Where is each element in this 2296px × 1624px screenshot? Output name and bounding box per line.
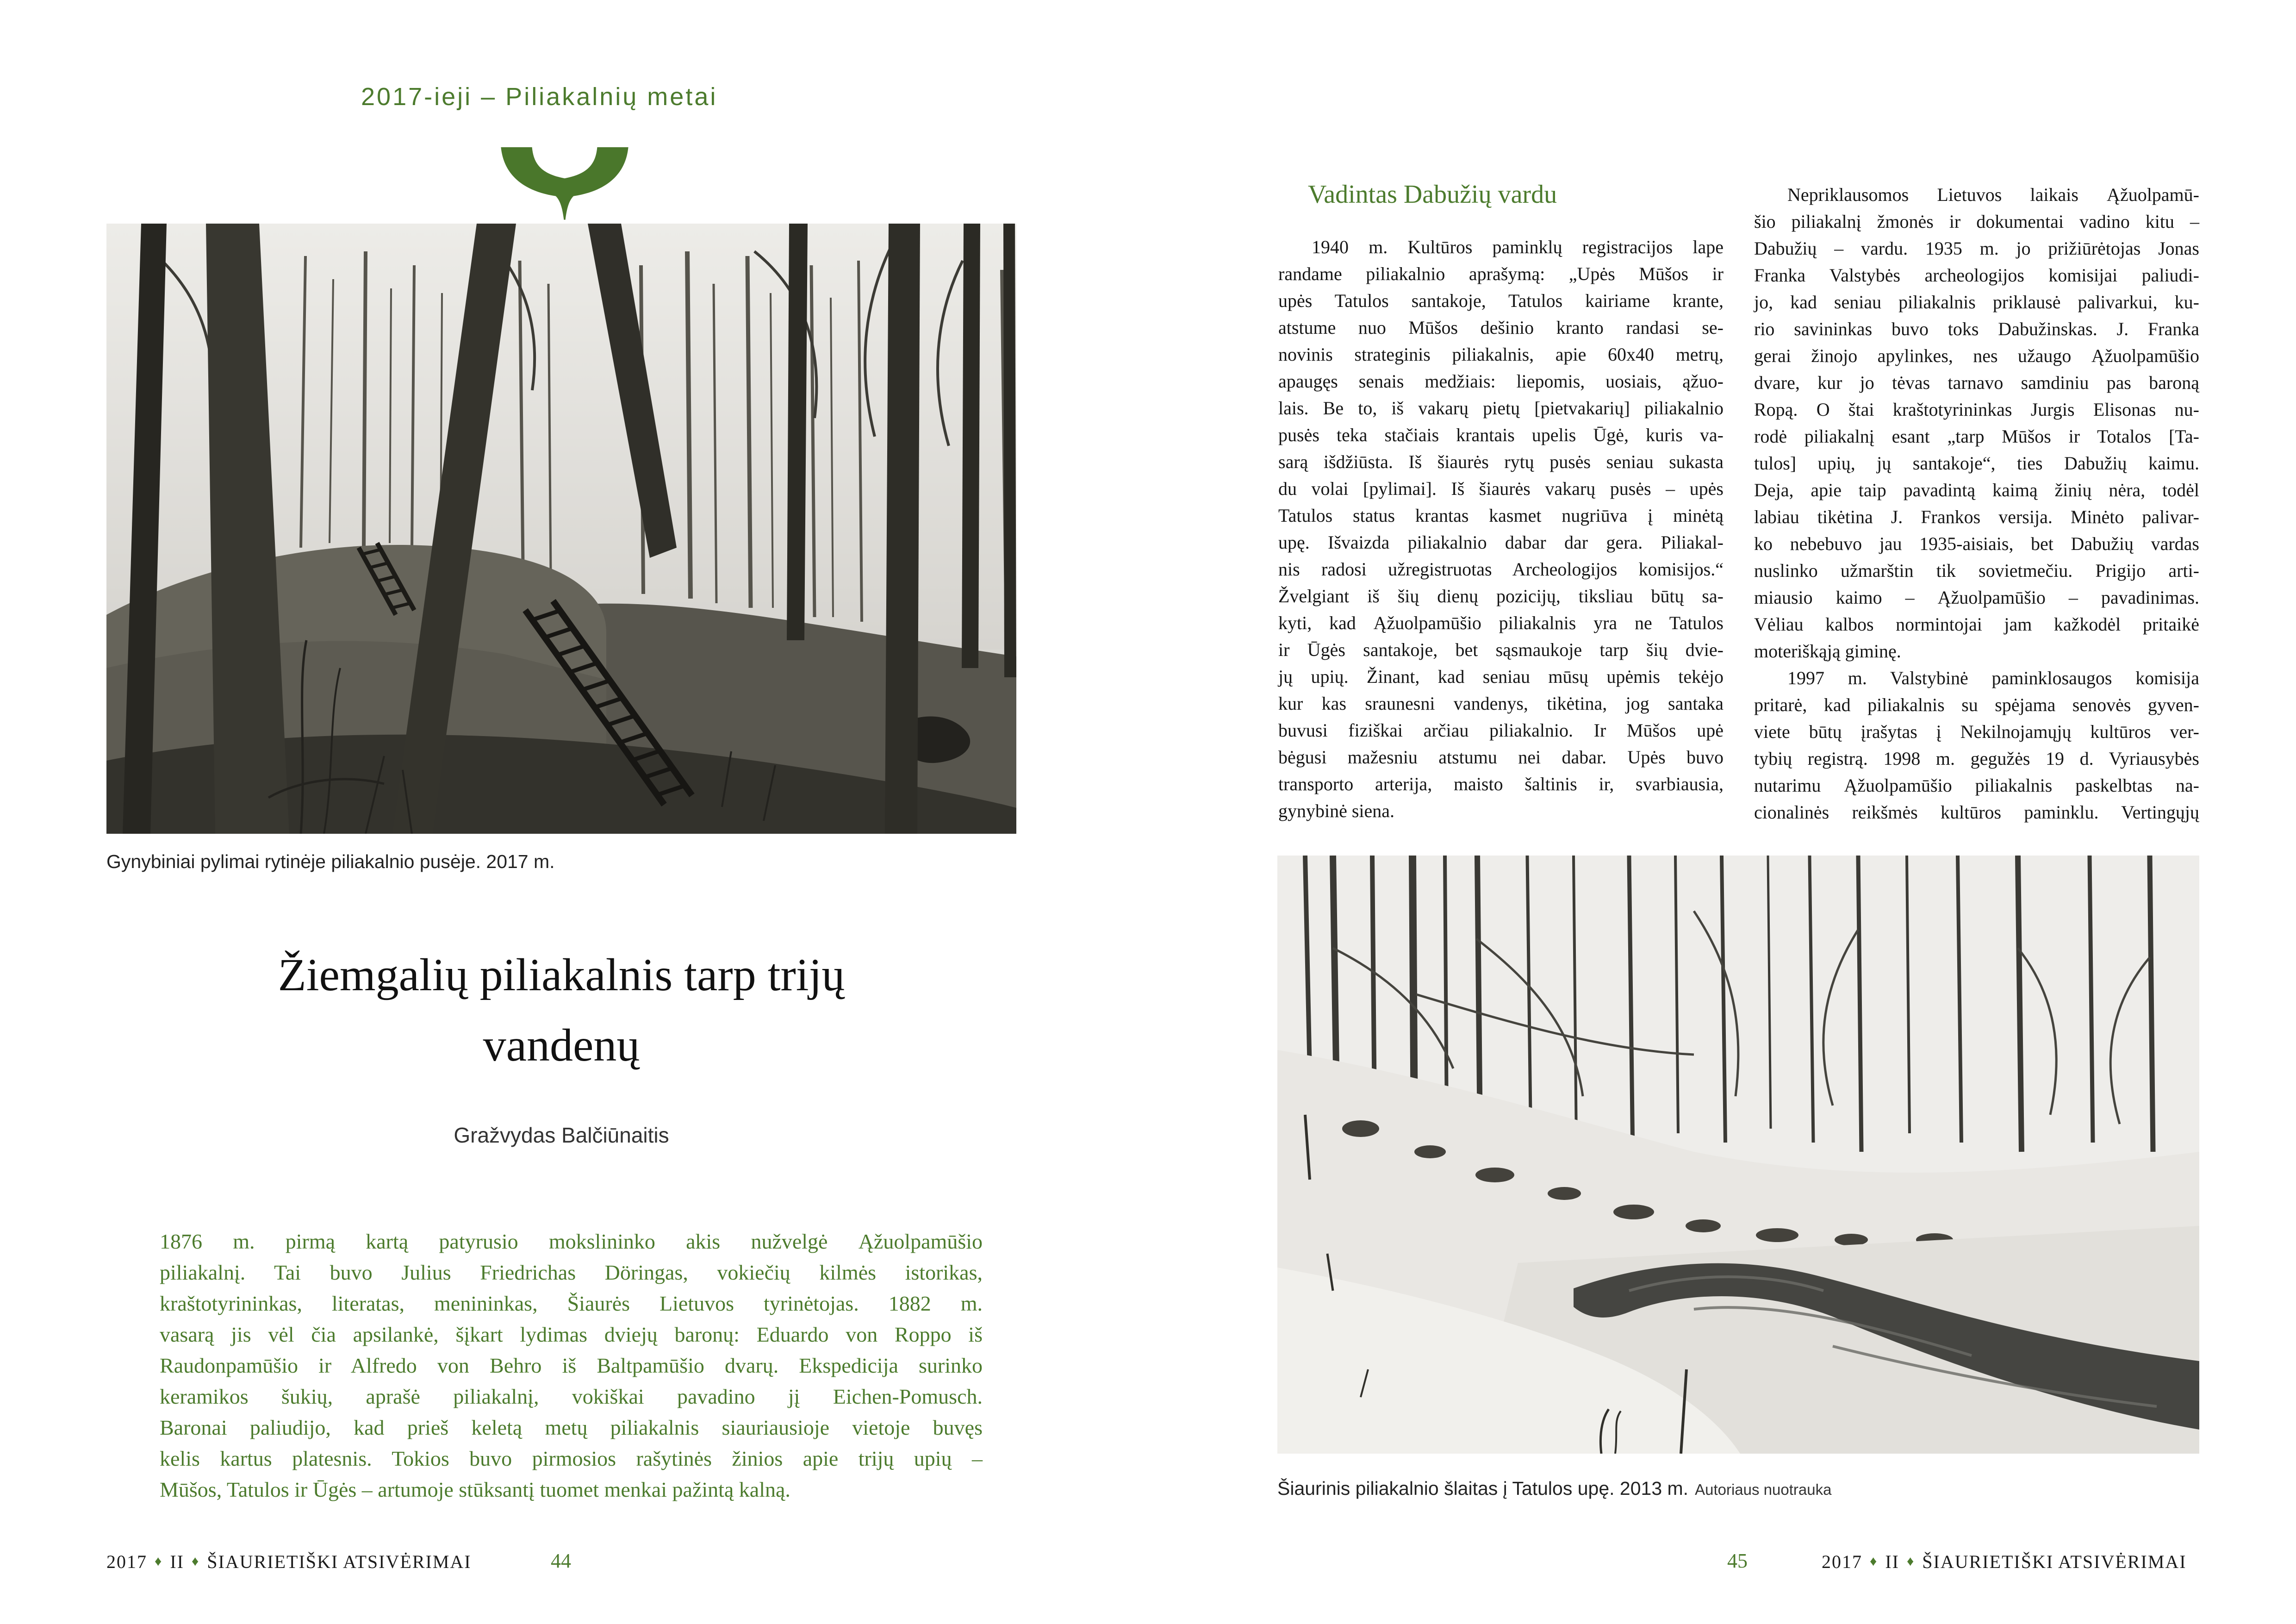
text-line: kraštotyrininkas, literatas, menininkas, Šiaurės Lietuvos tyrinėtojas. 1882 m. <box>160 1292 983 1315</box>
text-line: keramikos šukių, aprašė piliakalnį, vokiškai pavadino jį Eichen-Pomusch. <box>160 1385 983 1408</box>
text-line: sarą išdžiūsta. Iš šiaurės rytų pusės seniau sukasta <box>1278 451 1724 472</box>
article-title <box>106 940 1016 1081</box>
text-line: Franka Valstybės archeologijos komisijai paliudi- <box>1754 265 2199 286</box>
text-line: dvare, kur jo tėvas tarnavo samdiniu pas baroną <box>1754 372 2199 393</box>
text-line: nuslinko užmarštin tik sovietmečiu. Prigijo arti- <box>1754 560 2199 581</box>
author-byline: Gražvydas Balčiūnaitis <box>454 1123 669 1147</box>
text-line: moteriškąją giminę. <box>1754 641 1901 662</box>
text-line: pritarė, kad piliakalnis su spėjama senovės gyven- <box>1754 694 2199 715</box>
text-line: labiau tikėtina J. Frankos versija. Minėto palivar- <box>1754 506 2199 527</box>
text-line: nutarimu Ąžuolpamūšio piliakalnis paskelbtas na- <box>1754 775 2199 796</box>
text-line: Žvelgiant iš šių dienų pozicijų, tiksliau būtų sa- <box>1278 586 1724 606</box>
diamond-icon: ♦ <box>191 1554 200 1569</box>
footer-issue: II <box>170 1551 184 1572</box>
footer-year: 2017 <box>1822 1551 1862 1572</box>
text-line: vasarą jis vėl čia apsilankė, šįkart lydimas dviejų baronų: Eduardo von Roppo iš <box>160 1323 983 1346</box>
text-line: ir Ūgės santakoje, bet sąsmaukoje tarp šių dvie- <box>1278 639 1724 660</box>
page-number-left: 44 <box>551 1549 571 1572</box>
text-line: 1876 m. pirmą kartą patyrusio mokslininko akis nužvelgė Ąžuolpamūšio <box>160 1230 983 1253</box>
text-line: atstume nuo Mūšos dešinio kranto randasi se- <box>1278 317 1724 338</box>
right-photo-caption <box>1277 1478 1831 1499</box>
footer-magazine: ŠIAURIETIŠKI ATSIVĖRIMAI <box>1922 1551 2187 1572</box>
footer-issue: II <box>1885 1551 1899 1572</box>
text-line: Tatulos status krantas kasmet nugriūva į minėtą <box>1278 505 1724 526</box>
text-line: 1997 m. Valstybinė paminklosaugos komisija <box>1787 668 2199 688</box>
text-line: tybių registrą. 1998 m. gegužės 19 d. Vyriausybės <box>1754 748 2199 769</box>
section-heading: Vadintas Dabužių vardu <box>1308 180 1557 209</box>
text-line: cionalinės reikšmės kultūros paminklu. Vertingųjų <box>1754 802 2199 823</box>
text-line: apaugęs senais medžiais: liepomis, uosiais, ąžuo- <box>1278 371 1724 392</box>
body-column-1 <box>1278 234 1724 824</box>
text-line: tulos] upių, jų santakoje“, ties Dabužių kaimu. <box>1754 453 2199 474</box>
text-line: piliakalnį. Tai buvo Julius Friedrichas Döringas, vokiečių kilmės istorikas, <box>160 1261 983 1284</box>
text-line: pusės teka stačiais krantais upelis Ūgė, kuris va- <box>1278 425 1724 445</box>
text-line: novinis strateginis piliakalnis, apie 60x40 metrų, <box>1278 344 1724 365</box>
text-line: randame piliakalnio aprašymą: „Upės Mūšos ir <box>1278 263 1724 284</box>
left-photo-caption: Gynybiniai pylimai rytinėje piliakalnio pusėje. 2017 m. <box>106 851 555 872</box>
text-line: miausio kaimo – Ąžuolpamūšio – pavadinimas. <box>1754 587 2199 608</box>
bird-sprout-ornament-icon <box>491 147 639 221</box>
text-line: transporto arterija, maisto šaltinis ir, svarbiausia, <box>1278 774 1724 794</box>
text-line: viete būtų įrašytas į Nekilnojamųjų kultūros ver- <box>1754 721 2199 742</box>
text-line: rio savininkas buvo toks Dabužinskas. J. Franka <box>1754 319 2199 339</box>
text-line: Mūšos, Tatulos ir Ūgės – artumoje stūksantį tuomet menkai pažintą kalną. <box>160 1478 790 1501</box>
body-column-2 <box>1754 181 2199 826</box>
text-line: Baronai paliudijo, kad prieš keletą metų piliakalnis siauriausioje vietoje buvęs <box>160 1416 983 1439</box>
text-line: jų upių. Žinant, kad seniau mūsų upėmis tekėjo <box>1278 666 1724 687</box>
text-line: lais. Be to, iš vakarų pietų [pietvakarių] piliakalnio <box>1278 398 1724 418</box>
text-line: du volai [pylimai]. Iš šiaurės vakarų pusės – upės <box>1278 478 1724 499</box>
text-line: Raudonpamūšio ir Alfredo von Behro iš Baltpamūšio dvarų. Ekspedicija surinko <box>160 1354 983 1377</box>
text-line: Vėliau kalbos normintojai jam kažkodėl pritaikė <box>1754 614 2199 635</box>
text-line: buvusi fiziškai arčiau piliakalnio. Ir Mūšos upė <box>1278 720 1724 741</box>
photo-credit: Autoriaus nuotrauka <box>1695 1481 1832 1498</box>
text-line: Ropą. O štai kraštotyrininkas Jurgis Elisonas nu- <box>1754 399 2199 420</box>
text-line: bėgusi mažesniu atstumu nei dabar. Upės buvo <box>1278 747 1724 768</box>
text-line: gynybinė siena. <box>1278 800 1395 821</box>
right-photo-caption-text: Šiaurinis piliakalnio šlaitas į Tatulos upę. 2013 m. <box>1277 1478 1689 1499</box>
forest-mound-stairs-photo <box>106 224 1016 834</box>
text-line: jo, kad seniau piliakalnis priklausė palivarkui, ku- <box>1754 292 2199 312</box>
text-line: 1940 m. Kultūros paminklų registracijos lape <box>1312 237 1724 257</box>
section-kicker: 2017-ieji – Piliakalnių metai <box>361 83 718 111</box>
text-line: Nepriklausomos Lietuvos laikais Ąžuolpamū- <box>1787 184 2199 205</box>
text-line: kelis kartus platesnis. Tokios buvo pirmosios rašytinės žinios apie trijų upių – <box>160 1447 983 1470</box>
left-page-footer <box>106 1551 472 1573</box>
text-line: Deja, apie taip pavadintą kaimą žinių nėra, todėl <box>1754 480 2199 500</box>
diamond-icon: ♦ <box>1870 1554 1878 1569</box>
text-line: šio piliakalnį žmonės ir dokumentai vadino kitu – <box>1754 211 2199 232</box>
text-line: kyti, kad Ąžuolpamūšio piliakalnis yra ne Tatulos <box>1278 612 1724 633</box>
right-page-footer <box>1822 1551 2187 1573</box>
article-title-line1: Žiemgalių piliakalnis tarp trijų <box>278 949 845 1000</box>
text-line: nis radosi užregistruotas Archeologijos komisijos.“ <box>1278 559 1724 580</box>
intro-paragraph <box>160 1226 983 1505</box>
diamond-icon: ♦ <box>155 1554 163 1569</box>
text-line: ko nebebuvo jau 1935-aisiais, bet Dabužių vardas <box>1754 533 2199 554</box>
diamond-icon: ♦ <box>1906 1554 1915 1569</box>
text-line: kur kas sraunesni vandenys, tikėtina, jog santaka <box>1278 693 1724 714</box>
winter-river-photo <box>1277 856 2199 1454</box>
text-line: Dabužių – vardu. 1935 m. jo prižiūrėtojas Jonas <box>1754 238 2199 259</box>
article-title-line2: vandenų <box>483 1019 640 1071</box>
text-line: upę. Išvaizda piliakalnio dabar dar gera. Piliakal- <box>1278 532 1724 553</box>
footer-year: 2017 <box>106 1551 147 1572</box>
text-line: rodė piliakalnį esant „tarp Mūšos ir Totalos [Ta- <box>1754 426 2199 447</box>
text-line: gerai žinojo apylinkes, nes užaugo Ąžuolpamūšio <box>1754 345 2199 366</box>
page-number-right: 45 <box>1727 1549 1748 1572</box>
footer-magazine: ŠIAURIETIŠKI ATSIVĖRIMAI <box>207 1551 472 1572</box>
text-line: upės Tatulos santakoje, Tatulos kairiame krante, <box>1278 290 1724 311</box>
